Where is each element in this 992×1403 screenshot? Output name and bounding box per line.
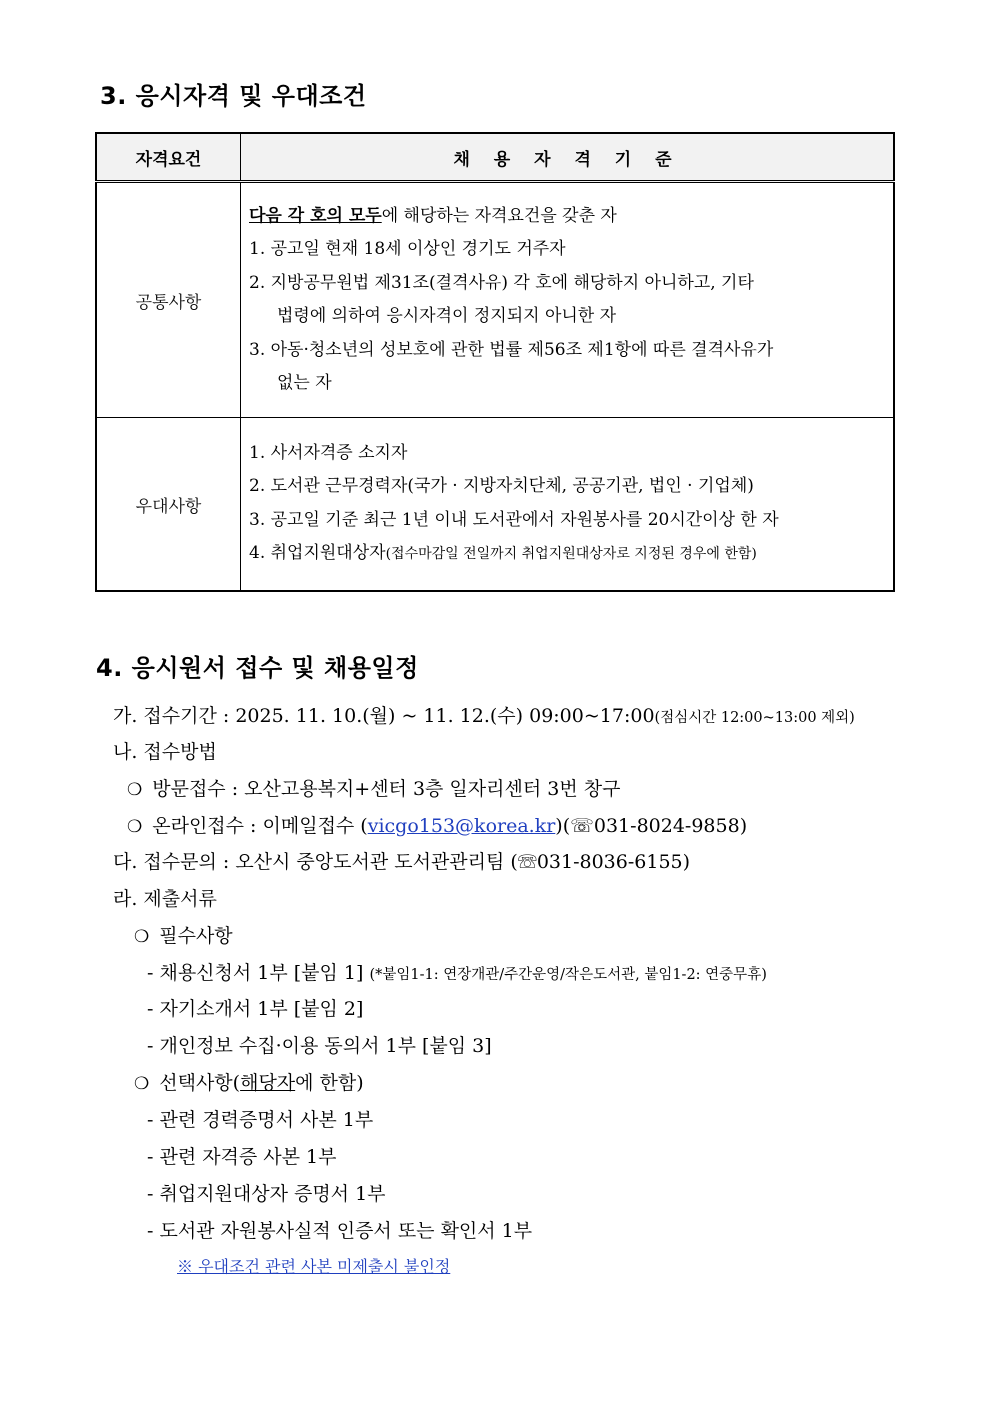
required-title: ❍ 필수사항 (134, 925, 233, 947)
common-item-3: 3. 아동·청소년의 성보호에 관한 법률 제56조 제1항에 따른 결격사유가 (249, 339, 774, 360)
section-3-title: 3. 응시자격 및 우대조건 (100, 82, 367, 110)
pref-item-3: 3. 공고일 기준 최근 1년 이내 도서관에서 자원봉사를 20시간이상 한 자 (249, 509, 779, 530)
optional-item-2: - 관련 자격증 사본 1부 (147, 1146, 337, 1168)
common-item-2-cont: 법령에 의하여 응시자격이 정지되지 아니한 자 (277, 306, 617, 326)
note: ※ 우대조건 관련 사본 미제출시 불인정 (177, 1257, 451, 1276)
common-content (241, 182, 895, 418)
circle-bullet-icon: ❍ (134, 1074, 150, 1094)
preference-row (96, 418, 894, 592)
optional-item-3: - 취업지원대상자 증명서 1부 (147, 1183, 386, 1205)
visit-method: ❍ 방문접수 : 오산고용복지+센터 3층 일자리센터 3번 창구 (127, 778, 621, 800)
optional-item-4: - 도서관 자원봉사실적 인증서 또는 확인서 1부 (147, 1220, 533, 1242)
required-item-2: - 자기소개서 1부 [붙임 2] (147, 998, 364, 1020)
pref-item-4: 4. 취업지원대상자(접수마감일 전일까지 취업지원대상자로 지정된 경우에 한함) (249, 543, 757, 563)
header-requirement: 자격요건 (96, 133, 241, 182)
qualification-table (95, 132, 895, 592)
inquiry: 다. 접수문의 : 오산시 중앙도서관 도서관관리팀 (☏031-8036-6155) (113, 851, 691, 873)
section-4-title: 4. 응시원서 접수 및 채용일정 (96, 654, 419, 682)
common-item-1: 1. 공고일 현재 18세 이상인 경기도 거주자 (249, 239, 566, 259)
required-item-1: - 채용신청서 1부 [붙임 1] (*붙임1-1: 연장개관/주간운영/작은도서관, 붙임1-2: 연중무휴) (147, 962, 767, 984)
method-title: 나. 접수방법 (113, 741, 217, 763)
common-intro: 다음 각 호의 모두에 해당하는 자격요건을 갖춘 자 (249, 205, 617, 226)
circle-bullet-icon: ❍ (127, 780, 143, 800)
pref-item-1: 1. 사서자격증 소지자 (249, 442, 408, 463)
preference-label: 우대사항 (96, 418, 241, 592)
online-method: ❍ 온라인접수 : 이메일접수 (vicgo153@korea.kr)(☏031-8024-9858) (127, 815, 748, 837)
common-row (96, 182, 894, 418)
preference-content (241, 418, 895, 592)
common-label: 공통사항 (96, 182, 241, 418)
pref-item-2: 2. 도서관 근무경력자(국가 · 지방자치단체, 공공기관, 법인 · 기업체) (249, 476, 754, 496)
required-item-3: - 개인정보 수집·이용 동의서 1부 [붙임 3] (147, 1035, 492, 1057)
email-link[interactable]: vicgo153@korea.kr (367, 815, 556, 837)
header-criteria: 채 용 자 격 기 준 (241, 133, 895, 182)
common-item-2: 2. 지방공무원법 제31조(결격사유) 각 호에 해당하지 아니하고, 기타 (249, 272, 754, 293)
optional-title: ❍ 선택사항(해당자에 한함) (134, 1072, 364, 1094)
application-period: 가. 접수기간 : 2025. 11. 10.(월) ~ 11. 12.(수) 09:00~17:00(점심시간 12:00~13:00 제외) (113, 705, 855, 727)
circle-bullet-icon: ❍ (127, 817, 143, 837)
circle-bullet-icon: ❍ (134, 927, 150, 947)
optional-item-1: - 관련 경력증명서 사본 1부 (147, 1109, 374, 1131)
documents-title: 라. 제출서류 (113, 888, 217, 910)
common-item-3-cont: 없는 자 (277, 373, 332, 393)
